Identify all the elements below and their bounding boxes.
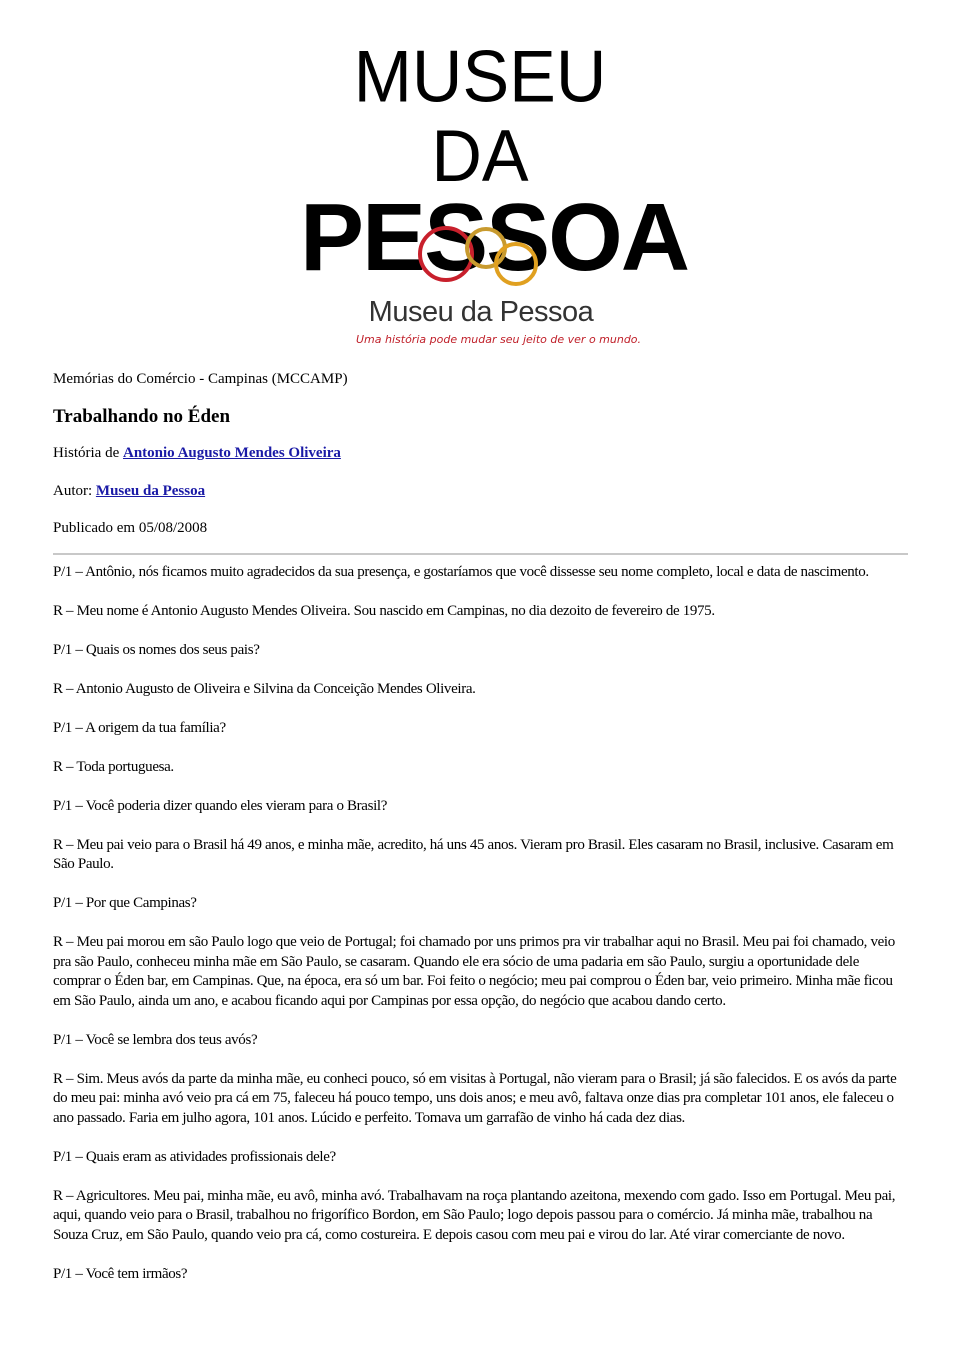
transcript-paragraph: P/1 – Antônio, nós ficamos muito agradecidos da sua presença, e gostaríamos que você dissesse seu nome completo, local e data de nascimento. bbox=[53, 563, 869, 580]
transcript-paragraph: R – Agricultores. Meu pai, minha mãe, eu avô, minha avó. Trabalhavam na roça plantando azeitona, mexendo com gado. Isso em Portugal. Meu pai, aqui, quando veio para o Brasil, trabalhou no frigorífico Bordon, em São Paulo; logo depois passou para o comércio. Já minha mãe, trabalhou na Souza Cruz, em São Paulo, quando veio pra cá, como costureira. E depois casou com meu pai e virou do lar. Até virar comerciante de novo. bbox=[53, 1187, 896, 1243]
author-prefix: Autor: bbox=[53, 482, 93, 499]
wordmark-line-2: PESSOA bbox=[300, 184, 689, 291]
transcript-paragraph: R – Toda portuguesa. bbox=[53, 758, 174, 775]
red-ring bbox=[420, 228, 472, 280]
transcript-paragraph: P/1 – Por que Campinas? bbox=[53, 895, 197, 911]
transcript-paragraph: P/1 – Você tem irmãos? bbox=[53, 1265, 188, 1282]
transcript-paragraph: R – Antonio Augusto de Oliveira e Silvina da Conceição Mendes Oliveira. bbox=[53, 680, 476, 697]
transcript-paragraph: P/1 – Você se lembra dos teus avós? bbox=[53, 1031, 258, 1048]
story-by-line bbox=[53, 444, 908, 464]
wordmark-line-1: MUSEU DA bbox=[353, 35, 607, 197]
transcript-paragraph: P/1 – Quais eram as atividades profissionais dele? bbox=[53, 1148, 336, 1165]
transcript-paragraph: P/1 – A origem da tua família? bbox=[53, 719, 226, 736]
author-line bbox=[53, 482, 908, 502]
logo-name: Museu da Pessoa bbox=[368, 296, 594, 328]
divider bbox=[53, 553, 908, 555]
transcript-paragraph: R – Meu nome é Antonio Augusto Mendes Oliveira. Sou nascido em Campinas, no dia dezoito de fevereiro de 1975. bbox=[53, 602, 715, 619]
yellow-ring bbox=[496, 244, 536, 284]
story-title: Trabalhando no Éden bbox=[53, 405, 231, 427]
transcript-paragraph: R – Meu pai veio para o Brasil há 49 anos, e minha mãe, acredito, há uns 45 anos. Vieram pro Brasil. Eles casaram no Brasil, inclusive. Casaram em São Paulo. bbox=[53, 836, 894, 872]
transcript-paragraph: P/1 – Você poderia dizer quando eles vieram para o Brasil? bbox=[53, 797, 388, 814]
person-link[interactable]: Antonio Augusto Mendes Oliveira bbox=[122, 445, 341, 461]
interview-transcript bbox=[53, 563, 908, 1285]
transcript-paragraph: R – Sim. Meus avós da parte da minha mãe, eu conheci pouco, só em visitas à Portugal, não vieram para o Brasil; já são falecidos. E os avós da parte do meu pai: minha avó veio pra cá em 75, faleceu há pouco tempo, uns dois anos; e meu avô, faltava onze dias pra completar 101 anos, ele faleceu o ano passado. Faria em julho agora, 101 anos. Lúcido e perfeito. Tomava um garrafão de vinho há cada dez dias. bbox=[53, 1070, 897, 1126]
author-link[interactable]: Museu da Pessoa bbox=[95, 482, 206, 499]
transcript-paragraph: R – Meu pai morou em são Paulo logo que veio de Portugal; foi chamado por uns primos pra vir trabalhar aqui no Brasil. Meu pai foi chamado, veio pra são Paulo, conheceu minha mãe em São Paulo, se casaram. Quando ele era sócio de uma padaria em são Paulo, surgiu a oportunidade dele comprar o Éden bar, em Campinas. Que, na época, era só um bar. Foi feito o negócio; meu pai comprou o Éden bar, veio primeiro. Minha mãe ficou em São Paulo, ainda um ano, e acabou ficando aqui por Campinas por essa opção, do negócio que acabou dando certo. bbox=[53, 934, 895, 1009]
story-prefix: História de bbox=[53, 445, 120, 461]
document-body bbox=[53, 370, 908, 1304]
collection-line: Memórias do Comércio - Campinas (MCCAMP) bbox=[53, 371, 348, 387]
transcript-paragraph: P/1 – Quais os nomes dos seus pais? bbox=[53, 641, 260, 658]
logo-tagline: Uma história pode mudar seu jeito de ver o mundo. bbox=[356, 333, 642, 346]
published-date: Publicado em 05/08/2008 bbox=[53, 520, 208, 536]
rings-logo-icon bbox=[412, 222, 548, 292]
